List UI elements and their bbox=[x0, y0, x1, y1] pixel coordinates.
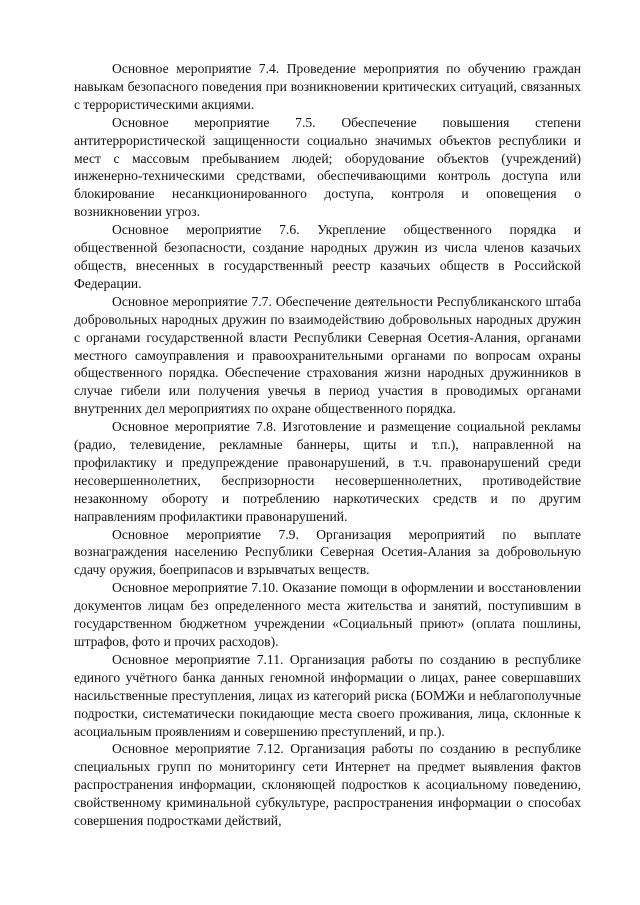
paragraph-7-9: Основное мероприятие 7.9. Организация мероприятий по выплате вознаграждения населению Республики Северная Осетия-Алания за добровольную сдачу оружия, боеприпасов и взрывчатых веществ. bbox=[74, 526, 581, 578]
document-page bbox=[74, 60, 581, 830]
paragraph-7-5: Основное мероприятие 7.5. Обеспечение повышения степени антитеррористической защищенности социально значимых объектов республики и мест с массовым пребыванием людей; оборудование объектов (учреждений) инженерно-техническими средствами, обеспечивающими контроль доступа или блокирование несанкционированного доступа, контроля и оповещения о возникновении угроз. bbox=[74, 114, 581, 220]
paragraph-7-11: Основное мероприятие 7.11. Организация работы по созданию в республике единого учётного банка данных геномной информации о лицах, ранее совершавших насильственные преступления, лицах из категорий риска (БОМЖи и неблагополучные подростки, систематически покидающие места своего проживания, лица, склонные к асоциальным проявлениям и совершению преступлений, и пр.). bbox=[74, 651, 581, 739]
paragraph-7-7: Основное мероприятие 7.7. Обеспечение деятельности Республиканского штаба добровольных народных дружин по взаимодействию добровольных народных дружин с органами государственной власти Республики Северная Осетия-Алания, органами местного самоуправления и правоохранительными органами по вопросам охраны общественного порядка. Обеспечение страхования жизни народных дружинников в случае гибели или получения увечья в период участия в проводимых органами внутренних дел мероприятиях по охране общественного порядка. bbox=[74, 293, 581, 417]
paragraph-7-6: Основное мероприятие 7.6. Укрепление общественного порядка и общественной безопасности, создание народных дружин из числа членов казачьих обществ, внесенных в государственный реестр казачьих обществ в Российской Федерации. bbox=[74, 222, 581, 291]
paragraph-7-4: Основное мероприятие 7.4. Проведение мероприятия по обучению граждан навыкам безопасного поведения при возникновении критических ситуаций, связанных с террористическими акциями. bbox=[74, 61, 581, 112]
paragraph-7-10: Основное мероприятие 7.10. Оказание помощи в оформлении и восстановлении документов лицам без определенного места жительства и занятий, поступившим в государственном бюджетном учреждении «Социальный приют» (оплата пошлины, штрафов, фото и прочих расходов). bbox=[74, 580, 581, 649]
paragraph-7-12: Основное мероприятие 7.12. Организация работы по созданию в республике специальных групп по мониторингу сети Интернет на предмет выявления фактов распространения информации, склоняющей подростков к асоциальному поведению, свойственному криминальной субкультуре, распространения информации о способах совершения подростками действий, bbox=[74, 741, 581, 829]
paragraph-7-8: Основное мероприятие 7.8. Изготовление и размещение социальной рекламы (радио, телевидение, рекламные баннеры, щиты и т.п.), направленной на профилактику и предупреждение правонарушений, в т.ч. правонарушений среди несовершеннолетних, беспризорности несовершеннолетних, противодействие незаконному обороту и потреблению наркотических средств и по другим направлениям профилактики правонарушений. bbox=[74, 419, 581, 524]
